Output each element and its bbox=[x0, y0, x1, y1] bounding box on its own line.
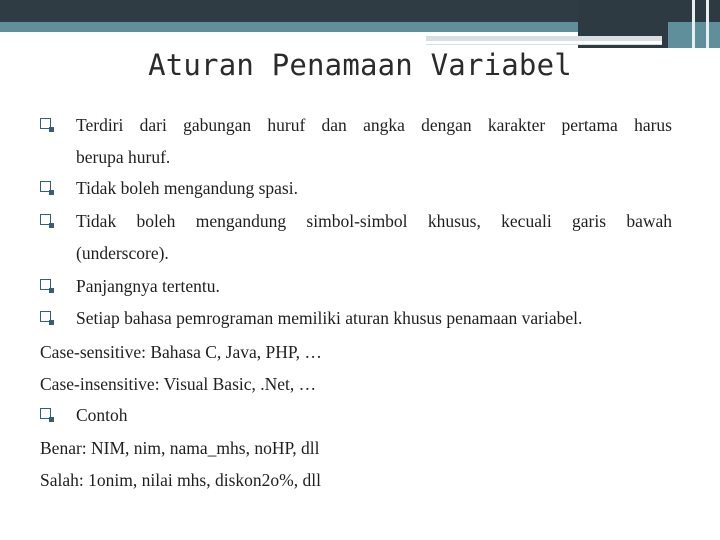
wrong-examples: Salah: 1onim, nilai mhs, diskon2o%, dll bbox=[40, 470, 321, 490]
title-accent-line bbox=[426, 41, 662, 44]
slide-title: Aturan Penamaan Variabel bbox=[148, 48, 572, 82]
header-stripe bbox=[706, 0, 709, 48]
bullet-text: Panjangnya tertentu. bbox=[76, 276, 220, 296]
square-bullet-icon bbox=[40, 214, 51, 225]
bullet-text: Tidak boleh mengandung simbol-simbol khusus, kecuali garis bawah bbox=[76, 211, 672, 231]
correct-examples: Benar: NIM, nim, nama_mhs, noHP, dll bbox=[40, 438, 320, 458]
bullet-text: Setiap bahasa pemrograman memiliki aturan khusus penamaan variabel. bbox=[76, 308, 583, 328]
square-bullet-icon bbox=[40, 279, 51, 290]
example-label: Contoh bbox=[76, 405, 128, 425]
square-bullet-icon bbox=[40, 408, 51, 419]
bullet-text: Tidak boleh mengandung spasi. bbox=[76, 178, 298, 198]
bullet-text-continued: (underscore). bbox=[76, 243, 169, 263]
square-bullet-icon bbox=[40, 311, 51, 322]
square-bullet-icon bbox=[40, 118, 51, 129]
case-sensitive-text: Case-sensitive: Bahasa C, Java, PHP, … bbox=[40, 342, 322, 362]
bullet-text: Terdiri dari gabungan huruf dan angka dengan karakter pertama harus bbox=[76, 115, 672, 135]
header-stripe bbox=[692, 0, 695, 48]
square-bullet-icon bbox=[40, 181, 51, 192]
bullet-text-continued: berupa huruf. bbox=[76, 147, 171, 167]
case-insensitive-text: Case-insensitive: Visual Basic, .Net, … bbox=[40, 374, 317, 394]
